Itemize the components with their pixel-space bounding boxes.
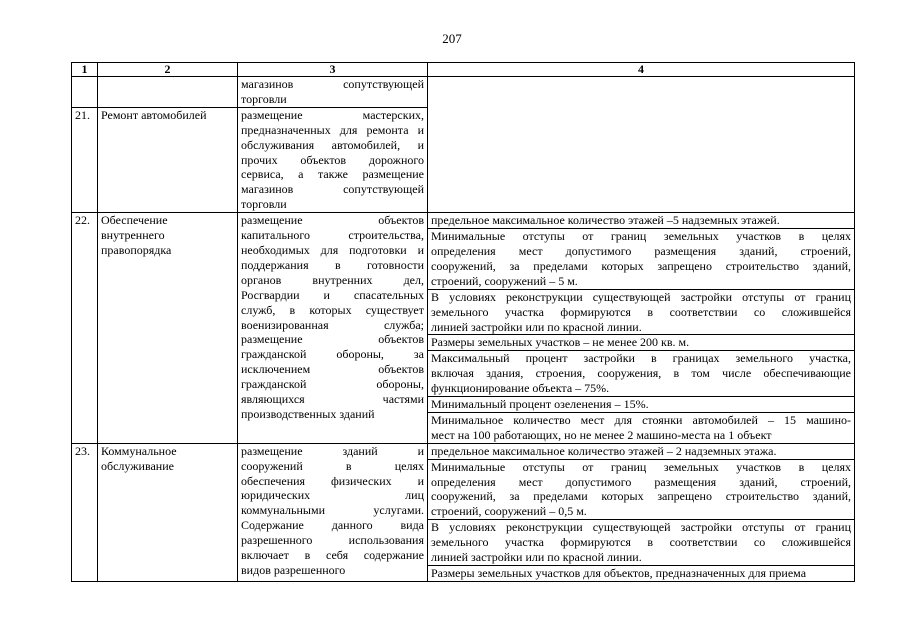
text-line: Коммунальное xyxy=(101,443,177,458)
text-line: размещение мастерских, xyxy=(241,107,424,122)
text-line: торговли xyxy=(241,197,287,212)
text-line: военизированная служба; xyxy=(241,317,424,332)
text-line: Ремонт автомобилей xyxy=(101,107,207,122)
text-line: исключением объектов xyxy=(241,362,424,377)
text-line: Минимальные отступы от границ земельных участков в целях xyxy=(431,459,851,474)
row-number: 22. xyxy=(72,213,98,444)
text-line: являющихся частями xyxy=(241,392,424,407)
text-line: В условиях реконструкции существующей застройки отступы от границ xyxy=(431,289,851,304)
parameter-paragraph xyxy=(428,565,854,581)
use-type-description xyxy=(238,443,428,581)
text-line: гражданской обороны, за xyxy=(241,347,424,362)
text-line: размещение объектов xyxy=(241,332,424,347)
text-line: Содержание данного вида xyxy=(241,518,424,533)
text-line: Минимальное количество мест для стоянки автомобилей – 15 машино- xyxy=(431,412,851,427)
parameter-paragraph xyxy=(431,213,851,228)
table-row xyxy=(72,213,855,444)
header-col-4: 4 xyxy=(428,63,855,77)
use-type-description xyxy=(238,213,428,444)
parameter-paragraph xyxy=(428,396,854,412)
text-line: функционирование объекта – 75%. xyxy=(431,381,610,396)
text-line: определения мест допустимого размещения зданий, строений, xyxy=(431,243,851,258)
parameters-cell xyxy=(428,213,855,444)
row-number: 21. xyxy=(72,107,98,212)
text-line: правопорядка xyxy=(101,242,172,257)
use-type-name xyxy=(98,77,238,108)
page-number: 207 xyxy=(442,31,462,46)
text-line: включает в себя содержание xyxy=(241,548,424,563)
text-line: включая здания, строения, сооружения, в том числе обеспечивающие xyxy=(431,366,851,381)
header-col-2: 2 xyxy=(98,63,238,77)
parameter-paragraph xyxy=(428,334,854,350)
text-line: коммунальными услугами. xyxy=(241,503,424,518)
text-line: юридических лиц xyxy=(241,488,424,503)
text-line: предназначенных для ремонта и xyxy=(241,122,424,137)
text-line: разрешенного использования xyxy=(241,533,424,548)
text-line: Минимальный процент озеленения – 15%. xyxy=(431,397,649,412)
land-use-table xyxy=(71,62,855,582)
table-row xyxy=(72,77,855,108)
text-line: магазинов сопутствующей xyxy=(241,182,424,197)
text-line: гражданской обороны, xyxy=(241,377,424,392)
text-line: поддержания в готовности xyxy=(241,257,424,272)
text-line: земельного участка формируются в соответствии со сложившейся xyxy=(431,304,851,319)
parameter-paragraph xyxy=(428,228,854,289)
text-line: Размеры земельных участков – не менее 200 кв. м. xyxy=(431,335,690,350)
text-line: торговли xyxy=(241,91,287,106)
parameters-cell xyxy=(428,443,855,581)
text-line: сооружений, за пределами которых запрещено строительство зданий, xyxy=(431,489,851,504)
header-col-1: 1 xyxy=(72,63,98,77)
use-type-name xyxy=(98,213,238,444)
text-line: внутреннего xyxy=(101,228,165,243)
text-line: Обеспечение xyxy=(101,213,168,228)
text-line: органов внутренних дел, xyxy=(241,272,424,287)
text-line: линией застройки или по красной линии. xyxy=(431,319,642,334)
row-number: 23. xyxy=(72,443,98,581)
text-line: сооружений, за пределами которых запрещено строительство зданий, xyxy=(431,258,851,273)
use-type-name xyxy=(98,443,238,581)
text-line: видов разрешенного xyxy=(241,563,346,577)
use-type-description xyxy=(238,107,428,212)
parameter-paragraph xyxy=(431,444,851,459)
text-line: Росгвардии и спасательных xyxy=(241,287,424,302)
table-row xyxy=(72,443,855,581)
parameter-paragraph xyxy=(428,289,854,335)
text-line: предельное максимальное количество этажей –5 надземных этажей. xyxy=(431,213,780,228)
parameter-paragraph xyxy=(428,459,854,520)
text-line: капитального строительства, xyxy=(241,228,424,243)
table-header-row xyxy=(72,63,855,77)
header-col-3: 3 xyxy=(238,63,428,77)
parameter-paragraph xyxy=(428,350,854,396)
use-type-name xyxy=(98,107,238,212)
text-line: необходимых для подготовки и xyxy=(241,242,424,257)
use-type-description xyxy=(238,77,428,108)
text-line: предельное максимальное количество этажей – 2 надземных этажа. xyxy=(431,443,777,458)
text-line: обслуживание xyxy=(101,458,174,473)
text-line: определения мест допустимого размещения зданий, строений, xyxy=(431,474,851,489)
text-line: обеспечения физических и xyxy=(241,473,424,488)
text-line: линией застройки или по красной линии. xyxy=(431,550,642,565)
text-line: производственных зданий xyxy=(241,406,375,421)
text-line: размещение зданий и xyxy=(241,443,424,458)
text-line: земельного участка формируются в соответствии со сложившейся xyxy=(431,535,851,550)
table-body xyxy=(72,77,855,582)
parameters-cell-empty xyxy=(428,77,855,213)
text-line: В условиях реконструкции существующей застройки отступы от границ xyxy=(431,520,851,535)
text-line: строений, сооружений – 5 м. xyxy=(431,273,578,288)
text-line: Минимальные отступы от границ земельных участков в целях xyxy=(431,229,851,244)
text-line: обслуживания автомобилей, и xyxy=(241,137,424,152)
text-line: магазинов сопутствующей xyxy=(241,77,424,91)
text-line: размещение объектов xyxy=(241,213,424,228)
parameter-paragraph xyxy=(428,412,854,443)
text-line: прочих объектов дорожного xyxy=(241,152,424,167)
row-number xyxy=(72,77,98,108)
text-line: Максимальный процент застройки в границах земельного участка, xyxy=(431,351,851,366)
text-line: служб, в которых существует xyxy=(241,302,424,317)
text-line: строений, сооружений – 0,5 м. xyxy=(431,504,587,519)
parameter-paragraph xyxy=(428,519,854,565)
text-line: сооружений в целях xyxy=(241,458,424,473)
text-line: Размеры земельных участков для объектов, предназначенных для приема xyxy=(431,566,807,580)
text-line: мест на 100 работающих, но не менее 2 машино-места на 1 объект xyxy=(431,427,772,442)
text-line: сервиса, а также размещение xyxy=(241,167,424,182)
